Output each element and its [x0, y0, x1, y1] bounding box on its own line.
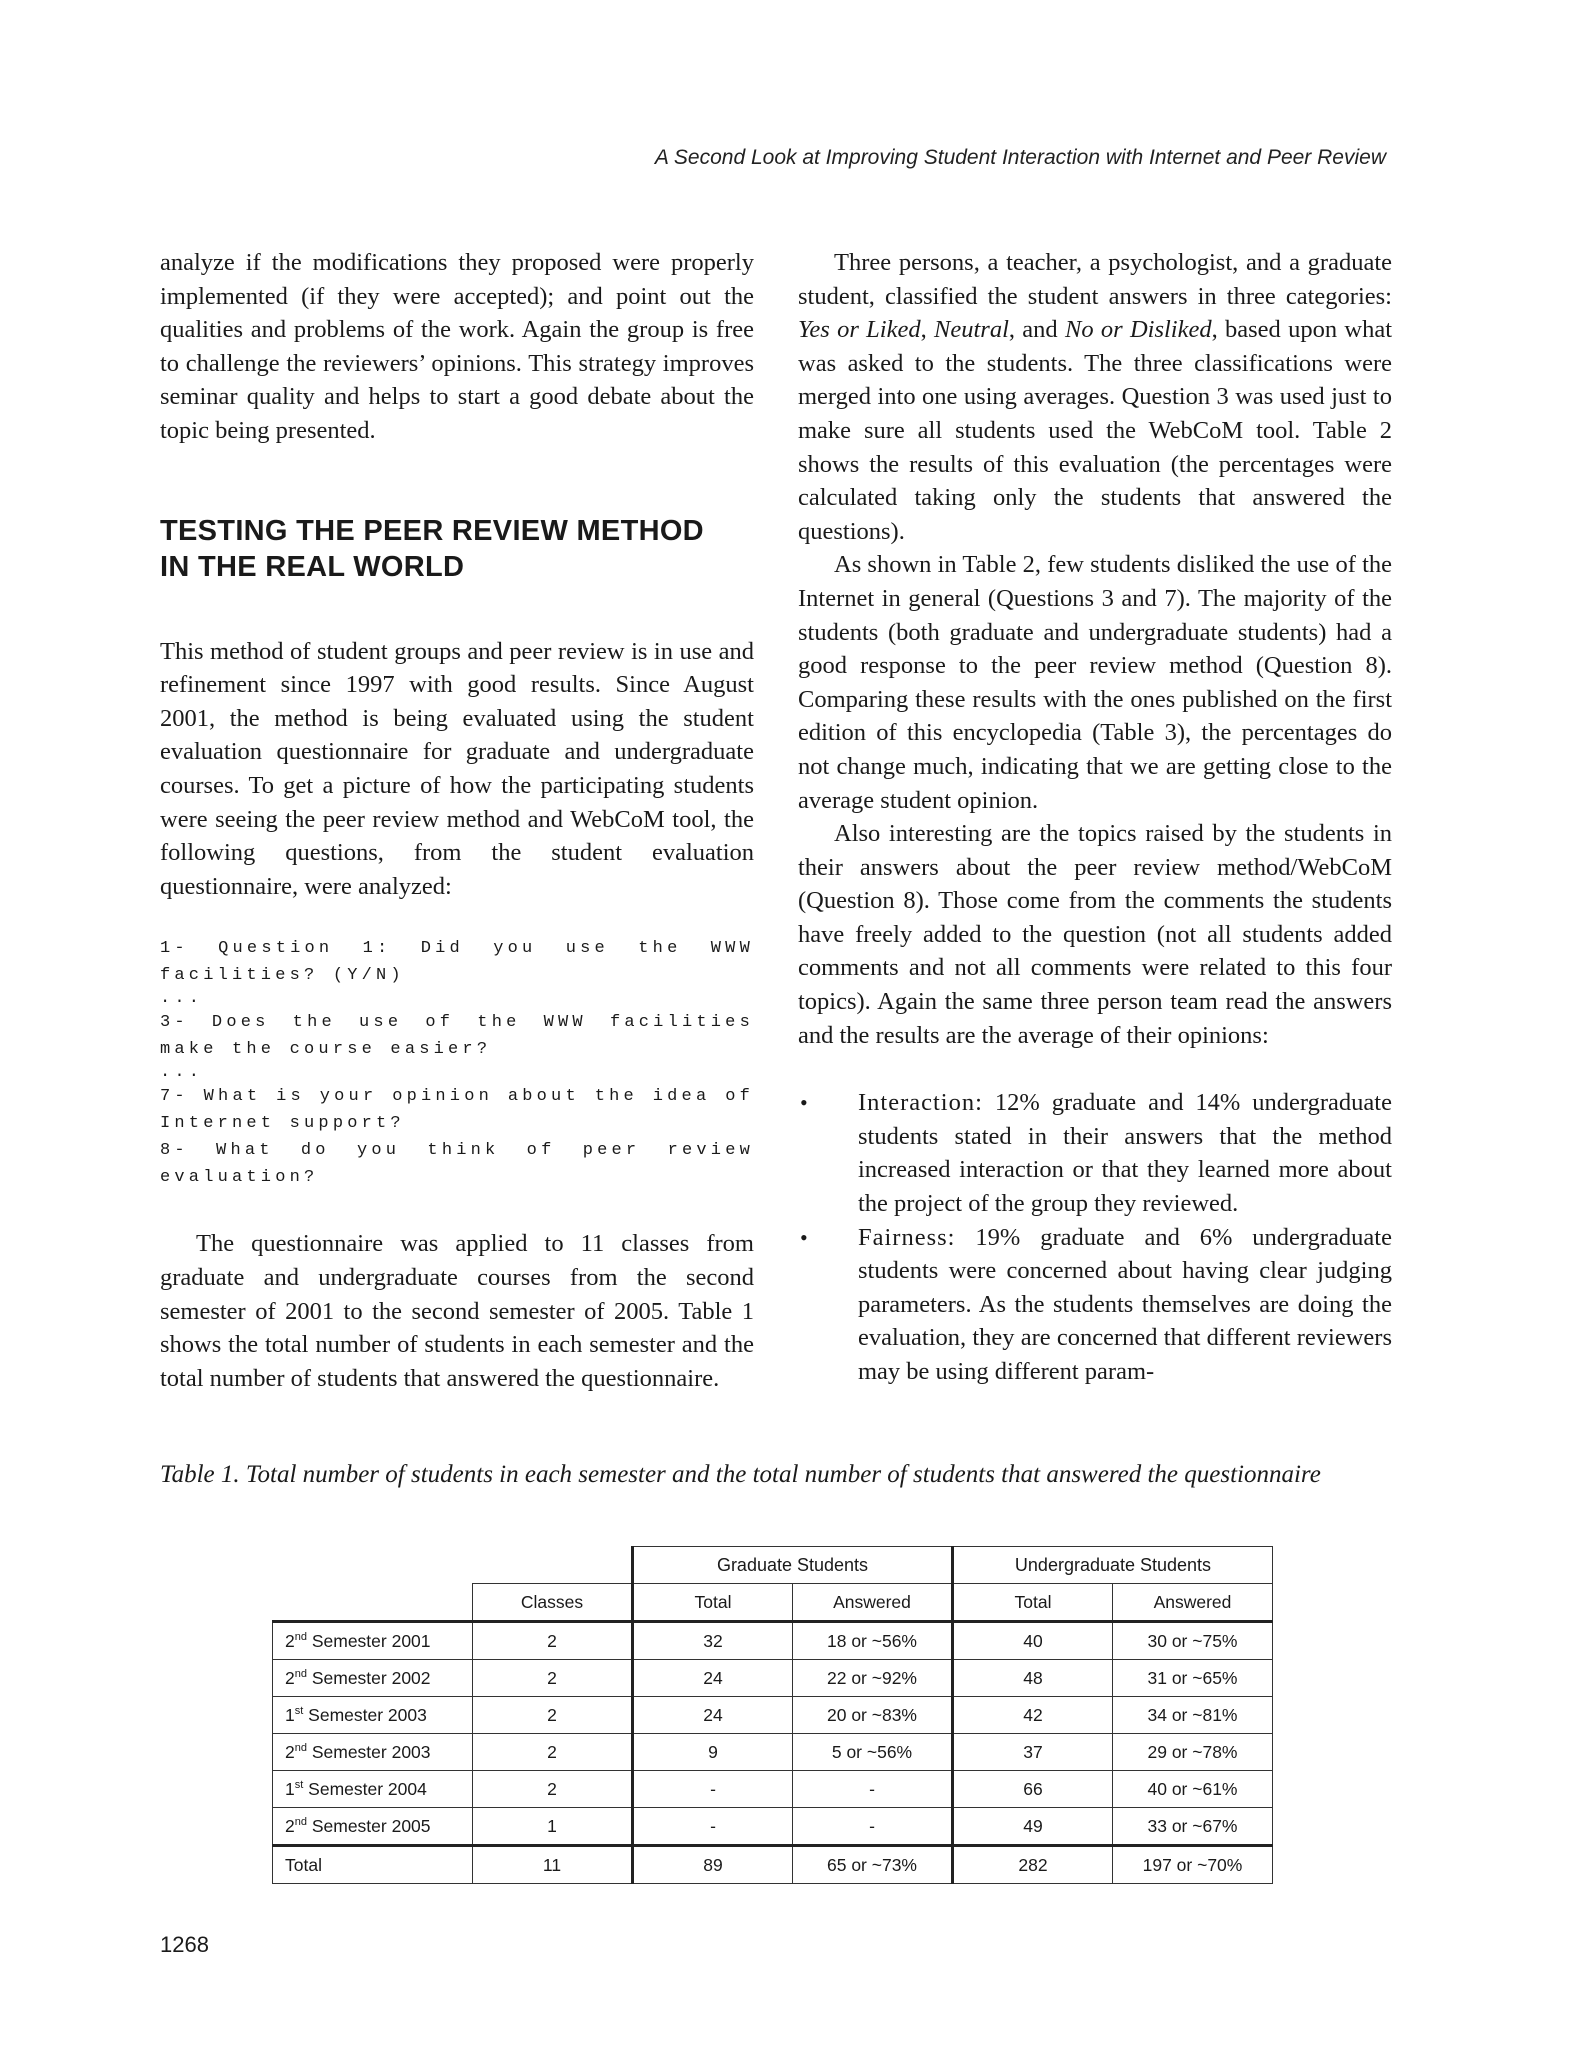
left-paragraph-1: analyze if the modifications they proposed were properly implemented (if they were accepted); and point out the qualities and problems of the work. Again the group is free to challenge the reviewers’ opinions. This strategy improves seminar quality and helps to start a good debate about the topic being presented. [160, 249, 754, 444]
semester-number: 2 [285, 1667, 295, 1688]
cell-grad-total: 24 [633, 1660, 793, 1697]
ordinal-suffix: nd [294, 1815, 307, 1828]
cell-classes: 1 [473, 1808, 633, 1846]
students-table [272, 1546, 1273, 1884]
cell-undergrad-total: 37 [953, 1734, 1113, 1771]
cell-grad-total: 24 [633, 1697, 793, 1734]
left-paragraph-3: The questionnaire was applied to 11 classes from graduate and undergraduate courses from the second semester of 2001 to the second semester of 2005. Table 1 shows the total number of students in each semester and the total number of students that answered the questionnaire. [160, 1230, 754, 1392]
row-label [273, 1808, 473, 1846]
cell-undergrad-total: 42 [953, 1697, 1113, 1734]
right-paragraph-2: As shown in Table 2, few students disliked the use of the Internet in general (Questions 3 and 7). The majority of the students (both graduate and undergraduate students) had a good response to the peer review method (Question 8). Comparing these results with the ones published on the first edition of this encyclopedia (Table 3), the percentages do not change much, indicating that we are getting close to the average student opinion. [798, 551, 1392, 814]
cell-grad-answered: 65 or ~73% [793, 1846, 953, 1884]
table-row [273, 1734, 1273, 1771]
table-empty-cell [273, 1547, 473, 1584]
cell-grad-answered: 20 or ~83% [793, 1697, 953, 1734]
cell-grad-total: 9 [633, 1734, 793, 1771]
page-number: 1268 [160, 1932, 209, 1957]
cell-classes: 11 [473, 1846, 633, 1884]
table-total-row [273, 1846, 1273, 1884]
category-sep-2: , and [1008, 316, 1065, 344]
semester-number: 2 [285, 1815, 295, 1836]
header-undergrad-answered: Answered [1113, 1584, 1273, 1622]
table-group-header-row [273, 1547, 1273, 1584]
category-neutral: Neutral [934, 316, 1009, 344]
cell-classes: 2 [473, 1660, 633, 1697]
cell-classes: 2 [473, 1697, 633, 1734]
row-label [273, 1771, 473, 1808]
right-paragraph-1-post: , based upon what was asked to the students. The three classifications were merged into one using averages. Question 3 was used just to make sure all students used the WebCoM tool. Table 2 shows the results of this evaluation (the percentages were calculated taking only the students that answered the questions). [798, 316, 1392, 545]
row-label [273, 1622, 473, 1660]
left-paragraph-2: This method of student groups and peer review is in use and refinement since 1997 with good results. Since August 2001, the method is being evaluated using the student evaluation questionnaire for graduate and undergraduate courses. To get a picture of how the participating students were seeing the peer review method and WebCoM tool, the following questions, from the student evaluation questionnaire, were analyzed: [160, 637, 754, 900]
cell-grad-answered: 18 or ~56% [793, 1622, 953, 1660]
ordinal-suffix: nd [294, 1630, 307, 1643]
semester-label: Semester 2005 [306, 1815, 431, 1836]
question-8: 8- What do you think of peer review evaluation? [160, 1141, 769, 1188]
cell-grad-total: 89 [633, 1846, 793, 1884]
question-list [160, 935, 769, 1191]
cell-classes: 2 [473, 1771, 633, 1808]
topic-term: Interaction: [858, 1089, 983, 1117]
category-yes: Yes or Liked [798, 316, 921, 344]
cell-undergrad-answered: 31 or ~65% [1113, 1660, 1273, 1697]
right-paragraph-3: Also interesting are the topics raised by the students in their answers about the peer review method/WebCoM (Question 8). Those come from the comments the students have freely added to the question (not all students added comments and not all comments were related to this four topics). Again the same three person team read the answers and the results are the average of their opinions: [798, 820, 1392, 1049]
question-1: 1- Question 1: Did you use the WWW facilities? (Y/N) [160, 939, 769, 986]
ordinal-suffix: nd [294, 1667, 307, 1680]
semester-label: Semester 2003 [303, 1704, 427, 1725]
category-no: No or Disliked [1064, 316, 1212, 344]
topic-list [798, 1086, 1392, 1388]
semester-number: 2 [285, 1630, 295, 1651]
running-head: A Second Look at Improving Student Interaction with Internet and Peer Review [654, 146, 1386, 169]
header-grad-total: Total [633, 1584, 793, 1622]
table-empty-cell [473, 1547, 633, 1584]
category-sep-1: , [920, 316, 935, 344]
cell-grad-total: 32 [633, 1622, 793, 1660]
table-row [273, 1697, 1273, 1734]
ordinal-suffix: st [294, 1778, 304, 1791]
header-graduate: Graduate Students [633, 1547, 953, 1584]
semester-number: 2 [285, 1741, 295, 1762]
semester-label: Semester 2001 [306, 1630, 431, 1651]
table-caption: Table 1. Total number of students in each semester and the total number of students that answered the questionnaire [160, 1461, 1321, 1488]
cell-undergrad-answered: 197 or ~70% [1113, 1846, 1273, 1884]
table-row [273, 1660, 1273, 1697]
cell-grad-answered: - [793, 1771, 953, 1808]
topic-term: Fairness: [858, 1223, 956, 1251]
topic-fairness [798, 1221, 1392, 1389]
cell-grad-total: - [633, 1808, 793, 1846]
left-column [160, 246, 769, 1395]
topic-interaction [798, 1086, 1392, 1220]
header-undergrad-total: Total [953, 1584, 1113, 1622]
question-7: 7- What is your opinion about the idea of Internet support? [160, 1087, 769, 1134]
cell-undergrad-answered: 40 or ~61% [1113, 1771, 1273, 1808]
header-grad-answered: Answered [793, 1584, 953, 1622]
topic-text: 19% graduate and 6% undergraduate students were concerned about having clear judging parameters. As the students themselves are doing the evaluation, they are concerned that different reviewers may be using different param- [858, 1223, 1392, 1385]
cell-undergrad-answered: 30 or ~75% [1113, 1622, 1273, 1660]
ordinal-suffix: nd [294, 1741, 307, 1754]
ordinal-suffix: st [294, 1704, 304, 1717]
table-row [273, 1622, 1273, 1660]
cell-undergrad-answered: 29 or ~78% [1113, 1734, 1273, 1771]
header-classes: Classes [473, 1584, 633, 1622]
cell-classes: 2 [473, 1734, 633, 1771]
cell-classes: 2 [473, 1622, 633, 1660]
question-3: 3- Does the use of the WWW facilities make the course easier? [160, 1013, 769, 1060]
semester-number: 1 [285, 1778, 295, 1799]
table-row [273, 1808, 1273, 1846]
ellipsis-2: ... [160, 1063, 204, 1083]
semester-label: Semester 2002 [306, 1667, 431, 1688]
right-column [798, 246, 1392, 1389]
cell-grad-total: - [633, 1771, 793, 1808]
row-label [273, 1660, 473, 1697]
cell-undergrad-total: 48 [953, 1660, 1113, 1697]
table-column-header-row [273, 1584, 1273, 1622]
cell-grad-answered: 22 or ~92% [793, 1660, 953, 1697]
row-label [273, 1697, 473, 1734]
cell-grad-answered: 5 or ~56% [793, 1734, 953, 1771]
cell-undergrad-total: 40 [953, 1622, 1113, 1660]
table-row [273, 1771, 1273, 1808]
cell-grad-answered: - [793, 1808, 953, 1846]
semester-number: 1 [285, 1704, 295, 1725]
total-label: Total [273, 1846, 473, 1884]
row-label [273, 1734, 473, 1771]
cell-undergrad-answered: 33 or ~67% [1113, 1808, 1273, 1846]
cell-undergrad-total: 282 [953, 1846, 1113, 1884]
cell-undergrad-total: 49 [953, 1808, 1113, 1846]
ellipsis-1: ... [160, 989, 204, 1009]
right-paragraph-1-pre: Three persons, a teacher, a psychologist, and a graduate student, classified the student answers in three categories: [798, 249, 1392, 310]
header-undergraduate: Undergraduate Students [953, 1547, 1273, 1584]
cell-undergrad-answered: 34 or ~81% [1113, 1697, 1273, 1734]
right-paragraph-1 [798, 246, 1392, 548]
topic-text: 12% graduate and 14% undergraduate students stated in their answers that the method increased interaction or that they learned more about the project of the group they reviewed. [858, 1089, 1392, 1218]
semester-label: Semester 2003 [306, 1741, 431, 1762]
table-empty-cell [273, 1584, 473, 1622]
cell-undergrad-total: 66 [953, 1771, 1113, 1808]
semester-label: Semester 2004 [303, 1778, 427, 1799]
section-heading: TESTING THE PEER REVIEW METHOD IN THE REAL WORLD [160, 514, 704, 583]
